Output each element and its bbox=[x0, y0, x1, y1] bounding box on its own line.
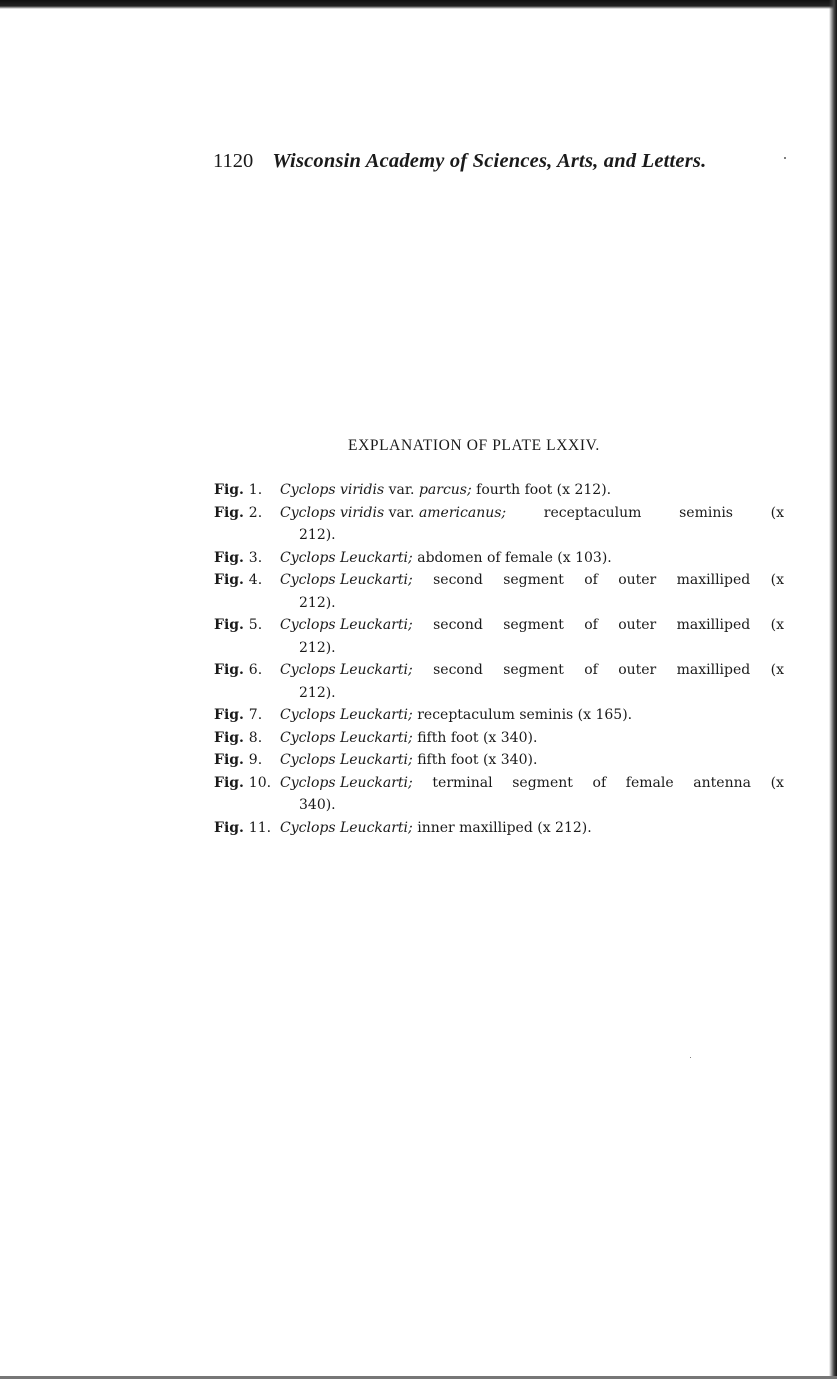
species-epithet: Leuckarti; bbox=[339, 617, 413, 633]
caption-word: segment bbox=[503, 572, 564, 588]
print-speck bbox=[784, 157, 786, 159]
caption-word: of bbox=[592, 774, 607, 791]
figure-label-prefix: Fig. bbox=[214, 504, 244, 521]
variety-marker: var. bbox=[388, 504, 415, 521]
figure-label-prefix: Fig. bbox=[214, 549, 244, 566]
species-name bbox=[280, 752, 413, 768]
caption-word: maxilliped bbox=[676, 617, 751, 633]
caption-description: fifth foot (x 340). bbox=[417, 752, 538, 768]
caption-word: (x bbox=[770, 662, 784, 678]
caption-body bbox=[280, 772, 784, 795]
species-name bbox=[280, 550, 413, 566]
species-name bbox=[280, 730, 413, 746]
variety-name: americanus; bbox=[418, 504, 507, 521]
figure-number: 4. bbox=[248, 572, 263, 588]
figure-number: 7. bbox=[248, 707, 263, 723]
figure-caption bbox=[214, 479, 784, 502]
figure-number: 3. bbox=[248, 549, 263, 566]
caption-line bbox=[214, 569, 784, 592]
caption-description: fourth foot (x 212). bbox=[476, 482, 612, 498]
figure-caption bbox=[214, 502, 784, 547]
caption-word: of bbox=[584, 617, 598, 633]
page-number: 1120 bbox=[213, 150, 254, 172]
figure-label-prefix: Fig. bbox=[214, 752, 244, 768]
caption-continuation: 340). bbox=[299, 797, 336, 813]
caption-line bbox=[214, 614, 784, 637]
caption-description: abdomen of female (x 103). bbox=[417, 549, 612, 566]
figure-number: 10. bbox=[248, 774, 272, 791]
species-name bbox=[280, 482, 472, 498]
genus-name: Cyclops bbox=[280, 504, 336, 521]
variety-marker: var. bbox=[388, 482, 415, 498]
caption-line bbox=[214, 502, 784, 525]
figure-caption bbox=[214, 749, 784, 772]
figure-label-prefix: Fig. bbox=[214, 482, 244, 498]
caption-word: segment bbox=[512, 774, 573, 791]
scanned-page-top-edge bbox=[0, 0, 837, 9]
caption-word: second bbox=[433, 662, 483, 678]
caption-word: of bbox=[584, 662, 598, 678]
caption-word: outer bbox=[618, 572, 657, 588]
figure-label bbox=[214, 704, 280, 727]
figure-label-prefix: Fig. bbox=[214, 662, 244, 678]
caption-continuation: 212). bbox=[299, 684, 336, 701]
figure-label bbox=[214, 817, 280, 840]
figure-label bbox=[214, 772, 280, 795]
genus-name: Cyclops bbox=[280, 617, 336, 633]
caption-body bbox=[280, 614, 784, 637]
caption-word: of bbox=[584, 572, 598, 588]
figure-number: 2. bbox=[248, 504, 263, 521]
species-epithet: viridis bbox=[339, 482, 385, 498]
caption-line bbox=[214, 479, 784, 502]
species-name bbox=[280, 820, 413, 836]
species-epithet: Leuckarti; bbox=[339, 729, 413, 746]
figure-caption bbox=[214, 547, 784, 570]
figure-label bbox=[214, 569, 280, 592]
caption-description: inner maxilliped (x 212). bbox=[417, 819, 592, 836]
journal-title: Wisconsin Academy of Sciences, Arts, and Letters. bbox=[272, 150, 707, 172]
figure-label-prefix: Fig. bbox=[214, 819, 244, 836]
species-name bbox=[280, 707, 413, 723]
caption-body bbox=[280, 569, 784, 592]
plate-heading: EXPLANATION OF PLATE LXXIV. bbox=[348, 437, 600, 454]
caption-word: maxilliped bbox=[676, 662, 751, 678]
species-epithet: Leuckarti; bbox=[339, 752, 413, 768]
species-name bbox=[280, 502, 506, 525]
caption-line bbox=[214, 704, 784, 727]
figure-caption bbox=[214, 614, 784, 659]
figure-label-prefix: Fig. bbox=[214, 774, 244, 791]
caption-word: segment bbox=[503, 617, 564, 633]
print-speck bbox=[690, 1057, 691, 1058]
figure-label-prefix: Fig. bbox=[214, 617, 244, 633]
genus-name: Cyclops bbox=[280, 819, 336, 836]
caption-word: receptaculum bbox=[543, 504, 642, 521]
caption-word: second bbox=[433, 572, 483, 588]
species-epithet: viridis bbox=[339, 504, 385, 521]
caption-line bbox=[214, 547, 784, 570]
caption-line bbox=[214, 727, 784, 750]
figure-caption bbox=[214, 817, 784, 840]
figure-caption bbox=[214, 704, 784, 727]
figure-label-prefix: Fig. bbox=[214, 729, 244, 746]
figure-label bbox=[214, 547, 280, 570]
figure-label bbox=[214, 502, 280, 525]
figure-number: 9. bbox=[248, 752, 263, 768]
caption-body bbox=[280, 659, 784, 682]
figure-caption bbox=[214, 772, 784, 817]
figure-label bbox=[214, 479, 280, 502]
caption-line bbox=[214, 659, 784, 682]
figure-number: 5. bbox=[248, 617, 263, 633]
figure-number: 11. bbox=[248, 819, 272, 836]
running-head bbox=[213, 150, 753, 173]
species-epithet: Leuckarti; bbox=[339, 774, 413, 791]
figure-label bbox=[214, 749, 280, 772]
species-name bbox=[280, 569, 413, 592]
figure-number: 6. bbox=[248, 662, 263, 678]
genus-name: Cyclops bbox=[280, 752, 336, 768]
caption-continuation: 212). bbox=[299, 639, 336, 656]
caption-word: (x bbox=[770, 774, 784, 791]
species-epithet: Leuckarti; bbox=[339, 549, 413, 566]
species-epithet: Leuckarti; bbox=[339, 572, 413, 588]
figure-label bbox=[214, 659, 280, 682]
figure-caption bbox=[214, 569, 784, 614]
caption-body bbox=[280, 502, 784, 525]
caption-word: (x bbox=[770, 504, 784, 521]
genus-name: Cyclops bbox=[280, 729, 336, 746]
caption-word: maxilliped bbox=[676, 572, 751, 588]
genus-name: Cyclops bbox=[280, 572, 336, 588]
caption-line bbox=[214, 749, 784, 772]
caption-word: second bbox=[433, 617, 483, 633]
species-name bbox=[280, 614, 413, 637]
figure-number: 8. bbox=[248, 729, 263, 746]
caption-line bbox=[214, 772, 784, 795]
figure-label bbox=[214, 614, 280, 637]
caption-word: outer bbox=[618, 617, 657, 633]
caption-description: receptaculum seminis (x 165). bbox=[417, 707, 633, 723]
genus-name: Cyclops bbox=[280, 549, 336, 566]
caption-line bbox=[214, 817, 784, 840]
figure-number: 1. bbox=[248, 482, 263, 498]
genus-name: Cyclops bbox=[280, 662, 336, 678]
species-name bbox=[280, 659, 413, 682]
figure-caption bbox=[214, 727, 784, 750]
genus-name: Cyclops bbox=[280, 774, 336, 791]
caption-word: antenna bbox=[693, 774, 751, 791]
figure-label-prefix: Fig. bbox=[214, 707, 244, 723]
caption-word: seminis bbox=[679, 504, 733, 521]
caption-word: (x bbox=[770, 572, 784, 588]
caption-continuation: 212). bbox=[299, 527, 336, 543]
figure-caption bbox=[214, 659, 784, 704]
caption-word: female bbox=[625, 774, 674, 791]
caption-word: outer bbox=[618, 662, 657, 678]
variety-name: parcus; bbox=[418, 482, 472, 498]
figure-label-prefix: Fig. bbox=[214, 572, 244, 588]
genus-name: Cyclops bbox=[280, 707, 336, 723]
caption-word: segment bbox=[503, 662, 564, 678]
caption-continuation: 212). bbox=[299, 594, 336, 611]
species-epithet: Leuckarti; bbox=[339, 662, 413, 678]
caption-description: fifth foot (x 340). bbox=[417, 729, 538, 746]
species-epithet: Leuckarti; bbox=[339, 819, 413, 836]
figure-label bbox=[214, 727, 280, 750]
caption-word: (x bbox=[770, 617, 784, 633]
caption-word: terminal bbox=[432, 774, 493, 791]
species-epithet: Leuckarti; bbox=[339, 707, 413, 723]
genus-name: Cyclops bbox=[280, 482, 336, 498]
scanned-page-right-edge bbox=[829, 0, 837, 1379]
species-name bbox=[280, 772, 413, 795]
figure-caption-list bbox=[214, 479, 784, 839]
